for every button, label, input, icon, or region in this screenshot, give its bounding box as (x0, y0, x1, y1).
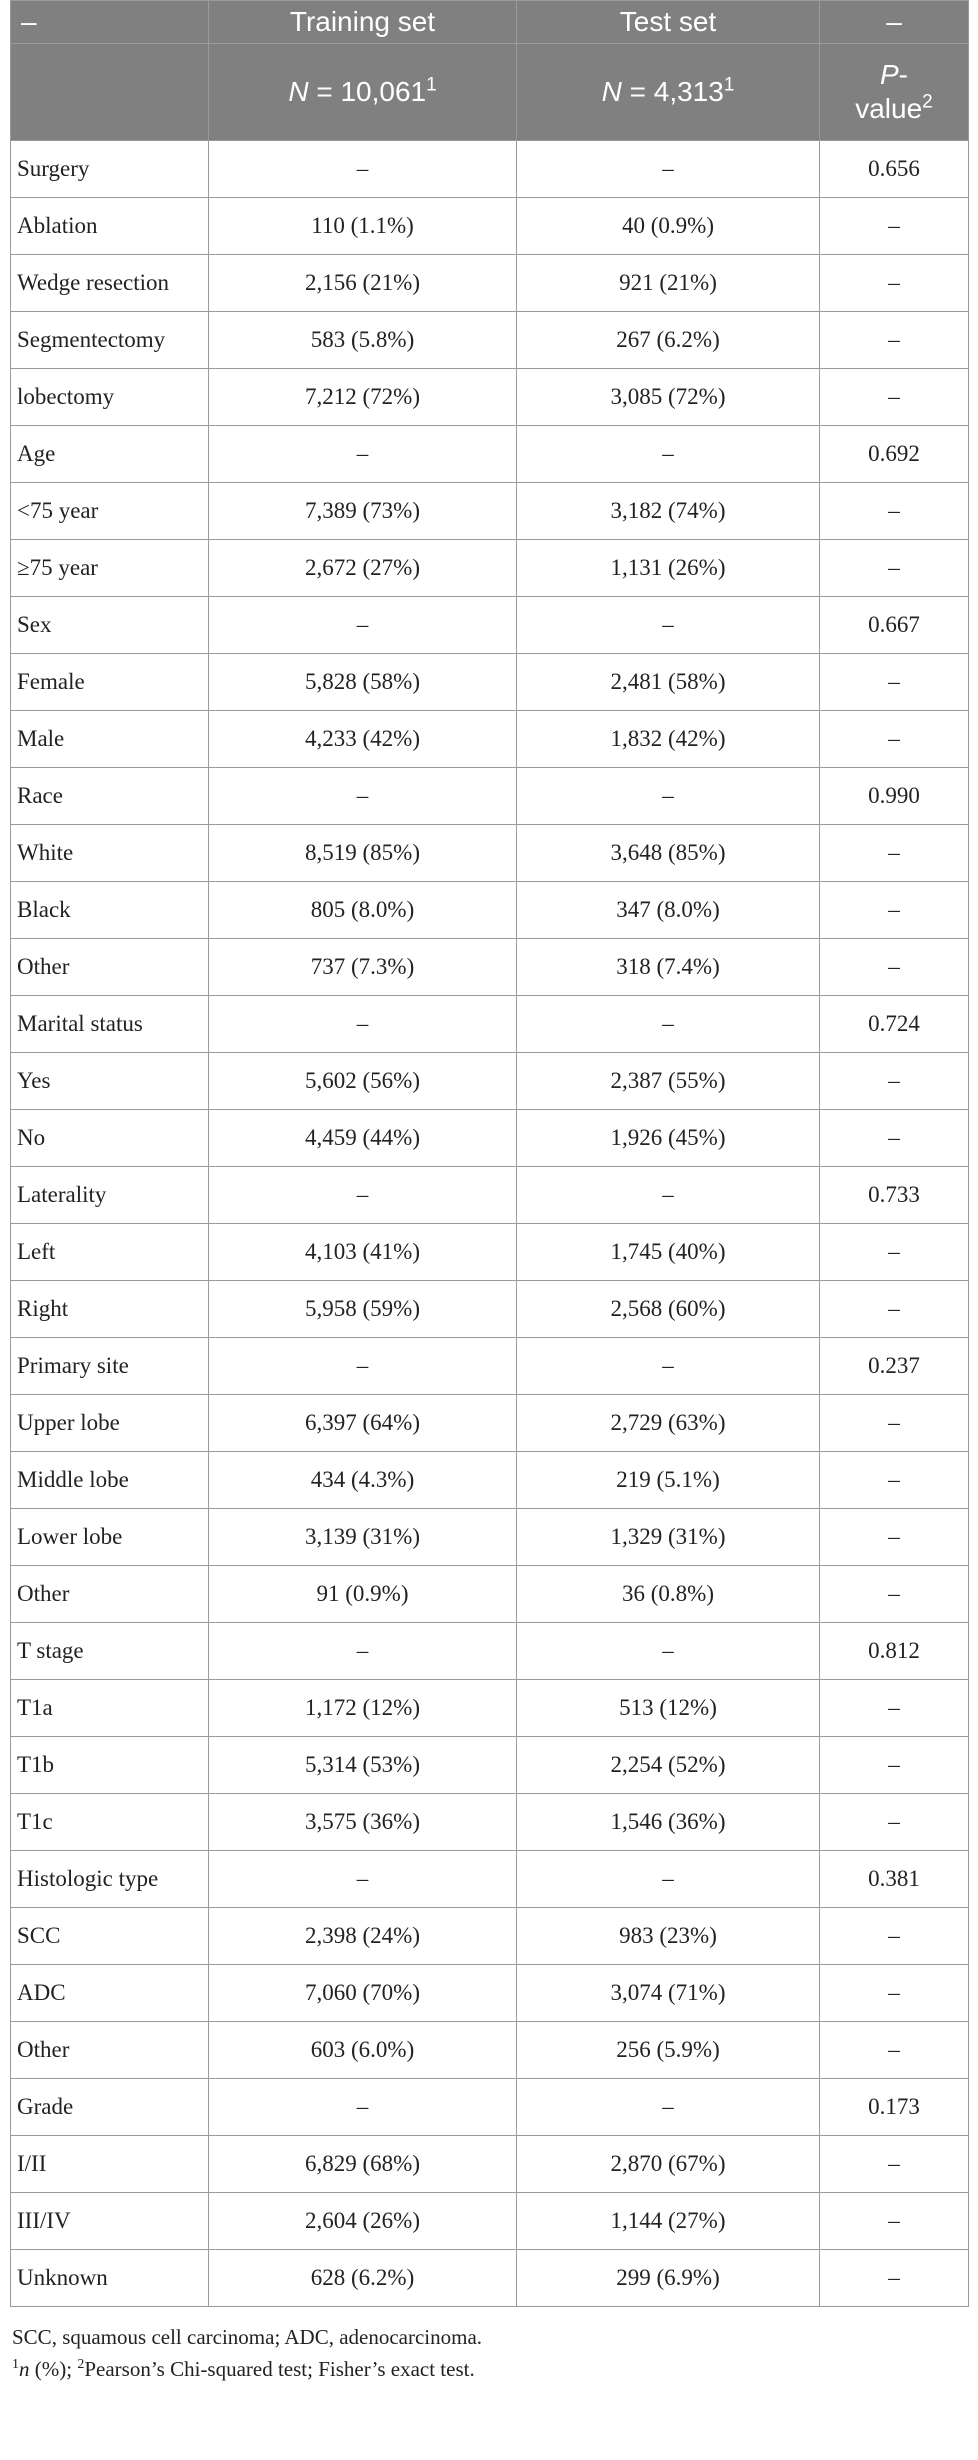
test-value: 3,085 (72%) (517, 369, 820, 426)
row-label: Marital status (11, 996, 209, 1053)
test-value: 347 (8.0%) (517, 882, 820, 939)
table-row (11, 1452, 969, 1509)
training-value: – (209, 2079, 517, 2136)
p-value: – (820, 1224, 969, 1281)
table-row (11, 483, 969, 540)
training-value: – (209, 1338, 517, 1395)
training-value: 2,604 (26%) (209, 2193, 517, 2250)
document (10, 0, 968, 2385)
row-label: Histologic type (11, 1851, 209, 1908)
training-value: 2,398 (24%) (209, 1908, 517, 1965)
p-value: – (820, 1110, 969, 1167)
p-value: – (820, 2193, 969, 2250)
n-label: N (288, 76, 309, 107)
test-value: 267 (6.2%) (517, 312, 820, 369)
p-value: – (820, 1395, 969, 1452)
training-value: 805 (8.0%) (209, 882, 517, 939)
row-label: Ablation (11, 198, 209, 255)
p-value: – (820, 1737, 969, 1794)
header-pvalue-dash: – (820, 1, 969, 44)
row-label: Laterality (11, 1167, 209, 1224)
table-row (11, 1053, 969, 1110)
training-value: 583 (5.8%) (209, 312, 517, 369)
test-value: – (517, 1167, 820, 1224)
table-row (11, 540, 969, 597)
p-value: 0.381 (820, 1851, 969, 1908)
row-label: ADC (11, 1965, 209, 2022)
n-footnote-marker: 1 (723, 74, 735, 96)
training-value: 2,672 (27%) (209, 540, 517, 597)
p-value: – (820, 1566, 969, 1623)
training-value: – (209, 768, 517, 825)
footnote-tests (10, 2353, 968, 2385)
p-value: – (820, 711, 969, 768)
row-label: Middle lobe (11, 1452, 209, 1509)
p-value: – (820, 1908, 969, 1965)
row-label: Primary site (11, 1338, 209, 1395)
p-value: 0.724 (820, 996, 969, 1053)
row-label: Lower lobe (11, 1509, 209, 1566)
test-value: 3,648 (85%) (517, 825, 820, 882)
training-value: 7,060 (70%) (209, 1965, 517, 2022)
p-value: – (820, 1452, 969, 1509)
p-value: 0.656 (820, 141, 969, 198)
p-value: – (820, 1509, 969, 1566)
training-value: 3,139 (31%) (209, 1509, 517, 1566)
table-row (11, 597, 969, 654)
table-row (11, 312, 969, 369)
test-value: 299 (6.9%) (517, 2250, 820, 2307)
test-value: 40 (0.9%) (517, 198, 820, 255)
row-label: ≥75 year (11, 540, 209, 597)
header-row-1 (11, 1, 969, 44)
p-value: 0.812 (820, 1623, 969, 1680)
training-value: 6,397 (64%) (209, 1395, 517, 1452)
row-label: Other (11, 1566, 209, 1623)
training-value: 1,172 (12%) (209, 1680, 517, 1737)
header-test-n (517, 44, 820, 141)
header-training-n (209, 44, 517, 141)
test-value: 1,926 (45%) (517, 1110, 820, 1167)
p-value: – (820, 882, 969, 939)
p-value: – (820, 1053, 969, 1110)
test-value: – (517, 1851, 820, 1908)
header-characteristic: – (11, 1, 209, 44)
table-body (11, 141, 969, 2307)
pvalue-word: value (855, 93, 923, 124)
p-value: – (820, 255, 969, 312)
training-value: – (209, 426, 517, 483)
row-label: Other (11, 939, 209, 996)
n-label: N (601, 76, 622, 107)
p-value: – (820, 2022, 969, 2079)
row-label: Yes (11, 1053, 209, 1110)
table-row (11, 1737, 969, 1794)
table-row (11, 1908, 969, 1965)
p-value: – (820, 483, 969, 540)
training-value: 91 (0.9%) (209, 1566, 517, 1623)
test-value: 256 (5.9%) (517, 2022, 820, 2079)
row-label: Age (11, 426, 209, 483)
training-value: 4,459 (44%) (209, 1110, 517, 1167)
row-label: Female (11, 654, 209, 711)
p-value: – (820, 1794, 969, 1851)
test-value: 1,131 (26%) (517, 540, 820, 597)
training-value: 2,156 (21%) (209, 255, 517, 312)
table-row (11, 2250, 969, 2307)
test-value: 1,832 (42%) (517, 711, 820, 768)
training-value: – (209, 597, 517, 654)
table-row (11, 768, 969, 825)
training-value: 603 (6.0%) (209, 2022, 517, 2079)
table-row (11, 1851, 969, 1908)
row-label: III/IV (11, 2193, 209, 2250)
row-label: Black (11, 882, 209, 939)
test-value: 1,329 (31%) (517, 1509, 820, 1566)
table-row (11, 1623, 969, 1680)
header-pvalue (820, 44, 969, 141)
table-row (11, 1566, 969, 1623)
test-value: 1,144 (27%) (517, 2193, 820, 2250)
test-value: – (517, 1338, 820, 1395)
row-label: Wedge resection (11, 255, 209, 312)
row-label: <75 year (11, 483, 209, 540)
row-label: T1c (11, 1794, 209, 1851)
training-value: 7,389 (73%) (209, 483, 517, 540)
training-value: 5,602 (56%) (209, 1053, 517, 1110)
test-value: 36 (0.8%) (517, 1566, 820, 1623)
training-value: – (209, 141, 517, 198)
table-row (11, 426, 969, 483)
test-value: 2,481 (58%) (517, 654, 820, 711)
table-row (11, 996, 969, 1053)
test-value: – (517, 996, 820, 1053)
table-row (11, 1794, 969, 1851)
test-value: 219 (5.1%) (517, 1452, 820, 1509)
training-value: 434 (4.3%) (209, 1452, 517, 1509)
test-value: 318 (7.4%) (517, 939, 820, 996)
training-value: 5,958 (59%) (209, 1281, 517, 1338)
row-label: Sex (11, 597, 209, 654)
training-value: – (209, 1851, 517, 1908)
table-row (11, 1509, 969, 1566)
training-value: – (209, 1623, 517, 1680)
footnote-marker-2: 2 (77, 2357, 85, 2372)
row-label: SCC (11, 1908, 209, 1965)
table-row (11, 2193, 969, 2250)
p-value: – (820, 1965, 969, 2022)
training-value: – (209, 996, 517, 1053)
table-row (11, 1224, 969, 1281)
test-value: 3,074 (71%) (517, 1965, 820, 2022)
row-label: Race (11, 768, 209, 825)
training-value: 5,314 (53%) (209, 1737, 517, 1794)
header-test-set: Test set (517, 1, 820, 44)
test-value: 2,870 (67%) (517, 2136, 820, 2193)
pvalue-p: P (879, 59, 899, 90)
test-value: – (517, 2079, 820, 2136)
training-n-value: = 10,061 (316, 76, 427, 107)
data-table (10, 0, 969, 2307)
training-value: 110 (1.1%) (209, 198, 517, 255)
test-value: – (517, 597, 820, 654)
pvalue-hyphen: - (898, 59, 908, 90)
test-n-value: = 4,313 (629, 76, 724, 107)
training-value: 4,103 (41%) (209, 1224, 517, 1281)
table-row (11, 255, 969, 312)
table-row (11, 939, 969, 996)
pvalue-footnote-marker: 2 (922, 91, 933, 113)
p-value: 0.733 (820, 1167, 969, 1224)
p-value: 0.173 (820, 2079, 969, 2136)
training-value: 628 (6.2%) (209, 2250, 517, 2307)
training-value: 6,829 (68%) (209, 2136, 517, 2193)
p-value: 0.667 (820, 597, 969, 654)
footnote-part1: (%); (29, 2357, 78, 2381)
table-row (11, 1338, 969, 1395)
table-row (11, 1281, 969, 1338)
row-label: No (11, 1110, 209, 1167)
table-row (11, 1965, 969, 2022)
p-value: – (820, 2136, 969, 2193)
test-value: 2,568 (60%) (517, 1281, 820, 1338)
p-value: – (820, 312, 969, 369)
test-value: 2,254 (52%) (517, 1737, 820, 1794)
table-row (11, 882, 969, 939)
training-value: 4,233 (42%) (209, 711, 517, 768)
table-row (11, 369, 969, 426)
row-label: Segmentectomy (11, 312, 209, 369)
test-value: 3,182 (74%) (517, 483, 820, 540)
row-label: Right (11, 1281, 209, 1338)
training-value: 8,519 (85%) (209, 825, 517, 882)
row-label: I/II (11, 2136, 209, 2193)
row-label: Other (11, 2022, 209, 2079)
table-row (11, 2022, 969, 2079)
training-value: – (209, 1167, 517, 1224)
table-row (11, 1395, 969, 1452)
test-value: – (517, 141, 820, 198)
training-value: 5,828 (58%) (209, 654, 517, 711)
table-row (11, 825, 969, 882)
row-label: Unknown (11, 2250, 209, 2307)
row-label: White (11, 825, 209, 882)
training-value: 7,212 (72%) (209, 369, 517, 426)
footnote-abbreviations: SCC, squamous cell carcinoma; ADC, adenocarcinoma. (12, 2325, 483, 2349)
table-row (11, 711, 969, 768)
p-value: – (820, 2250, 969, 2307)
table-row (11, 2079, 969, 2136)
row-label: Grade (11, 2079, 209, 2136)
p-value: 0.990 (820, 768, 969, 825)
n-footnote-marker: 1 (426, 74, 437, 96)
row-label: T1a (11, 1680, 209, 1737)
table-row (11, 141, 969, 198)
row-label: Surgery (11, 141, 209, 198)
row-label: Upper lobe (11, 1395, 209, 1452)
header-row-2 (11, 44, 969, 141)
footnote-part2: Pearson’s Chi-squared test; Fisher’s exact test. (84, 2357, 475, 2381)
test-value: – (517, 426, 820, 483)
table-row (11, 198, 969, 255)
p-value: – (820, 369, 969, 426)
p-value: – (820, 825, 969, 882)
p-value: 0.692 (820, 426, 969, 483)
table-row (11, 654, 969, 711)
p-value: – (820, 198, 969, 255)
test-value: 1,745 (40%) (517, 1224, 820, 1281)
p-value: – (820, 540, 969, 597)
header-training-set: Training set (209, 1, 517, 44)
row-label: Male (11, 711, 209, 768)
p-value: – (820, 1680, 969, 1737)
p-value: – (820, 1281, 969, 1338)
row-label: lobectomy (11, 369, 209, 426)
p-value: 0.237 (820, 1338, 969, 1395)
row-label: T stage (11, 1623, 209, 1680)
footnote-n: n (19, 2357, 30, 2381)
footnote-marker-1: 1 (12, 2357, 19, 2372)
training-value: 3,575 (36%) (209, 1794, 517, 1851)
table-row (11, 1167, 969, 1224)
header-blank (11, 44, 209, 141)
test-value: 921 (21%) (517, 255, 820, 312)
table-row (11, 1110, 969, 1167)
test-value: 983 (23%) (517, 1908, 820, 1965)
test-value: 2,387 (55%) (517, 1053, 820, 1110)
table-row (11, 1680, 969, 1737)
test-value: 513 (12%) (517, 1680, 820, 1737)
row-label: Left (11, 1224, 209, 1281)
row-label: T1b (11, 1737, 209, 1794)
table-row (11, 2136, 969, 2193)
p-value: – (820, 939, 969, 996)
test-value: – (517, 768, 820, 825)
test-value: 1,546 (36%) (517, 1794, 820, 1851)
p-value: – (820, 654, 969, 711)
training-value: 737 (7.3%) (209, 939, 517, 996)
test-value: 2,729 (63%) (517, 1395, 820, 1452)
test-value: – (517, 1623, 820, 1680)
